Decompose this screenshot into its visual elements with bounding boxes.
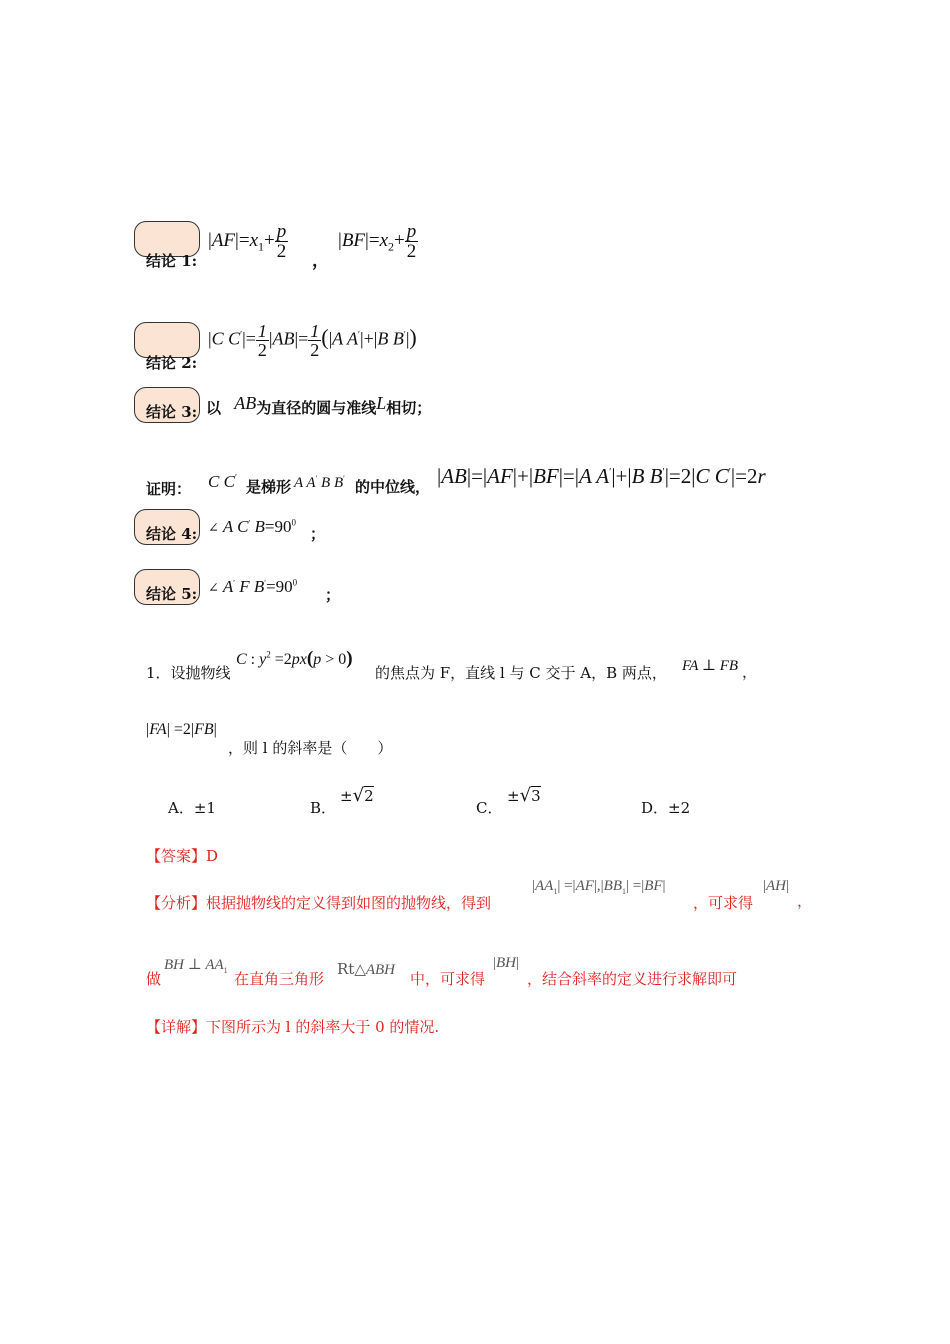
conclusion-1-sep: ， bbox=[312, 251, 329, 271]
problem-curve: C : $y^2 =2px(p > 0)$ bbox=[236, 648, 353, 669]
analysis-formula-a: $|AA_1| =|AF|,|BB_1| =|BF|$ bbox=[532, 878, 666, 896]
conclusion-4-label: 结论 4: bbox=[146, 525, 198, 543]
proof-text-b: 的中位线， bbox=[355, 478, 431, 496]
analysis-line2-c: 中，可求得 bbox=[410, 970, 486, 988]
analysis-formula-c: BH ⊥ $AA_1$ bbox=[164, 957, 228, 975]
conclusion-3-text-b: 为直径的圆与准线 bbox=[256, 399, 377, 417]
problem-cond-len: |FA| =2|FB| bbox=[146, 721, 217, 738]
option-b-value: ±√2 bbox=[340, 785, 374, 806]
option-b[interactable] bbox=[310, 797, 336, 818]
detail-text: 下图所示为 l 的斜率大于 0 的情况. bbox=[206, 1018, 440, 1036]
detail-tag: 【详解】 bbox=[146, 1018, 207, 1036]
conclusion-1-formula-b: $|BF|=x_2+$ $\frac{p}{2}$ bbox=[338, 221, 417, 262]
analysis-formula-e: |BH| bbox=[493, 955, 520, 971]
analysis-text-b: ，可求得 bbox=[693, 894, 754, 912]
analysis-text-a: 根据抛物线的定义得到如图的抛物线，得到 bbox=[206, 894, 492, 912]
conclusion-5-formula: ∠ A′ F $B'=90^0$ bbox=[208, 577, 298, 596]
conclusion-1-formula-a: $|AF|=x_1+$ $\frac{p}{2}$ bbox=[208, 221, 287, 262]
option-d-value: ±2 bbox=[668, 799, 691, 817]
analysis-line2-a: 做 bbox=[146, 970, 162, 988]
conclusion-2-label: 结论 2: bbox=[146, 354, 198, 372]
proof-label: 证明： bbox=[146, 480, 192, 498]
option-c-key: C． bbox=[476, 799, 503, 817]
option-a-value: ±1 bbox=[193, 799, 216, 817]
option-c-value: ±√3 bbox=[507, 785, 541, 806]
conclusion-3-text bbox=[206, 393, 432, 418]
conclusion-5-tail: ； bbox=[325, 586, 341, 604]
conclusion-4-tail: ； bbox=[310, 525, 326, 543]
analysis-formula-b: |AH| bbox=[763, 878, 790, 894]
option-a[interactable] bbox=[168, 797, 216, 818]
conclusion-3-text-a: 以 bbox=[206, 399, 222, 417]
conclusion-3-label: 结论 3: bbox=[146, 403, 198, 421]
option-a-key: A． bbox=[168, 799, 194, 817]
conclusion-1-label: 结论 1: bbox=[146, 252, 198, 270]
analysis-line2-d: ，结合斜率的定义进行求解即可 bbox=[527, 970, 738, 988]
problem-text-a: 的焦点为 F，直线 l 与 C 交于 A，B 两点， bbox=[375, 664, 667, 682]
problem-question: ，则 l 的斜率是（ ） bbox=[228, 739, 393, 757]
analysis-tag: 【分析】 bbox=[146, 894, 207, 912]
proof-trapezoid: A A′ B B′ bbox=[294, 474, 345, 491]
conclusion-2-formula: |C C′|= $\frac{1}{2}$ |AB|= $\frac{1}{2}$ (|A A′|+|B B′|) bbox=[208, 321, 417, 360]
conclusion-3-text-c: 相切； bbox=[386, 399, 432, 417]
analysis-line-1 bbox=[146, 892, 491, 913]
conclusion-4-formula: ∠ A C′ $B=90^0$ bbox=[208, 517, 296, 536]
option-d[interactable] bbox=[641, 797, 690, 818]
problem-number: 1．设抛物线 bbox=[146, 664, 231, 682]
detail-line bbox=[146, 1016, 439, 1037]
problem-cond-perp: FA ⊥ FB bbox=[682, 658, 739, 674]
proof-formula: |AB|=|AF|+|BF|=|A A′|+|B B′|=2|C C′|=2r bbox=[437, 464, 766, 488]
answer-line bbox=[146, 845, 218, 866]
analysis-line2-b: 在直角三角形 bbox=[234, 970, 325, 988]
proof-text-a: 是梯形 bbox=[246, 478, 292, 496]
proof-cc: C C′ bbox=[208, 472, 237, 491]
option-c[interactable] bbox=[476, 797, 502, 818]
option-d-key: D． bbox=[641, 799, 669, 817]
problem-comma: ， bbox=[742, 663, 758, 681]
answer-tag: 【答案】 bbox=[146, 847, 207, 865]
answer-value: D bbox=[206, 847, 219, 865]
conclusion-5-label: 结论 5: bbox=[146, 585, 198, 603]
analysis-formula-d: Rt△ABH bbox=[337, 960, 396, 978]
analysis-text-c: ， bbox=[797, 892, 813, 910]
conclusion-3-l: L bbox=[376, 393, 387, 413]
option-b-key: B． bbox=[310, 799, 337, 817]
conclusion-3-ab: AB bbox=[234, 393, 257, 413]
